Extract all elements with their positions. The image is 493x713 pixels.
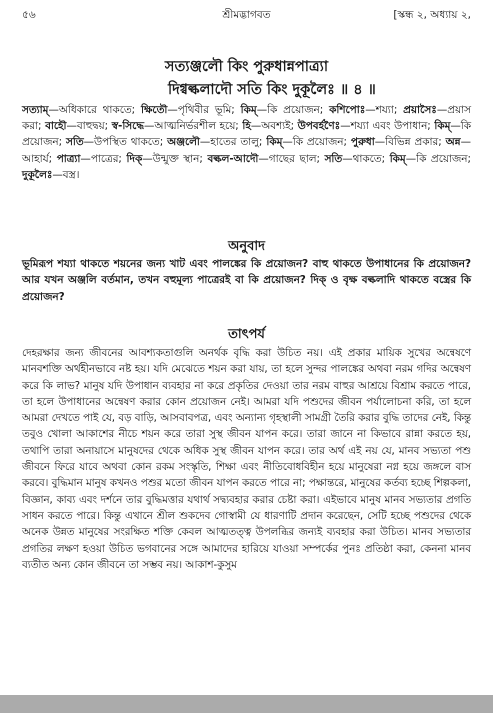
synonym-meaning: —কি প্রয়োজন; <box>282 136 351 149</box>
verse-line-1: সত্যঞ্জলৌ কিং পুরুধান্নপাত্র্যা <box>164 58 329 75</box>
synonym-term: দুকূলৈঃ <box>22 168 53 181</box>
synonym-term: দিক্ <box>126 152 143 165</box>
synonym-term: কশিপোঃ <box>329 104 366 116</box>
synonym-meaning: —বস্ত্র। <box>52 168 80 181</box>
translation-heading: অনুবাদ <box>228 239 265 254</box>
synonym-term: বল্কল-আদৌ <box>207 152 259 165</box>
synonym-meaning: —আত্মনির্ভরশীল হয়ে; <box>143 120 243 133</box>
purport-heading: তাৎপর্য <box>228 327 265 342</box>
synonym-term: স্ব-সিদ্ধে <box>111 120 144 133</box>
synonym-term: পাত্র্যা <box>56 152 81 165</box>
synonym-term: হি <box>242 120 251 133</box>
translation-text: ভূমিরূপ শয্যা থাকতে শয়নের জন্য খাট এবং পালঙ্কের কি প্রয়োজন? বাহু থাকতে উপাধানের কি প্রয়োজন? আর যখন অঞ্জলি বর্তমান, তখন বহুমূল্য পাত্রেরই বা কি প্রয়োজন? দিক্ ও বৃক্ষ বল্কলাদি থাকতে বস্ত্রের কি প্রয়োজন? <box>22 258 471 303</box>
synonym-term: পুরুধা <box>350 136 375 149</box>
synonym-term: সতি <box>324 152 343 165</box>
chapter-reference: [স্কন্ধ ২, অধ্যায় ২, <box>393 9 471 21</box>
synonym-term: উপবর্হণৈঃ <box>297 120 341 133</box>
synonym-meaning: —উন্মুক্ত স্থান; <box>142 152 208 165</box>
synonym-meaning: —কি প্রয়োজন; <box>256 104 330 116</box>
synonym-meaning: —থাকতে; <box>342 152 390 165</box>
synonym-meaning: —শয্যা; <box>365 104 404 116</box>
page-header <box>22 8 471 24</box>
synonym-meaning: —প্রয়াস করা; <box>22 104 471 133</box>
verse-line-2: দিগ্বল্কলাদৌ সতি কিং দুকূলৈঃ ॥ ৪ ॥ <box>168 81 376 98</box>
synonym-term: সত্যাম্ <box>22 104 49 116</box>
synonym-meaning: —পৃথিবীর ভূমি; <box>167 104 241 116</box>
purport-text: দেহরক্ষার জন্য জীবনের আবশ্যকতাগুলি অনর্থক বৃদ্ধি করা উচিত নয়। এই প্রকার মায়িক সুখের অন্বেষণে মানবশক্তি অর্থহীনভাবে নষ্ট হয়। যদি মেঝেতে শয়ন করা যায়, তা হলে সুন্দর পালঙ্কের অথবা নরম গদির অন্বেষণ করে কি লাভ? মানুষ যদি উপাধান ব্যবহার না করে প্রকৃতির দেওয়া তার নরম বাহুর আশ্রয়ে বিশ্রাম করতে পারে, তা হলে উপাধানের অন্বেষণ করার কোন প্রয়োজন নেই। আমরা যদি পশুদের জীবন পর্যালোচনা করি, তা হলে আমরা দেখতে পাই যে, বড় বাড়ি, আসবাবপত্র, এবং অন্যান্য গৃহস্থালী সামগ্রী তৈরি করার বুদ্ধি তাদের নেই, কিন্তু তবুও খোলা আকাশের নীচে শয়ন করে তারা সুস্থ জীবন যাপন করে। তারা জানে না কিভাবে রান্না করতে হয়, তথাপি তারা অনায়াসে মানুষদের থেকে অধিক সুস্থ জীবন যাপন করে। তার অর্থ এই নয় যে, মানব সভ্যতা পশু জীবনে ফিরে যাবে অথবা কোন রকম সংস্কৃতি, শিক্ষা এবং নীতিবোধবিহীন হয়ে মানুষেরা নগ্ন হয়ে জঙ্গলে বাস করবে। বুদ্ধিমান মানুষ কখনও পশুর মতো জীবন যাপন করতে পারে না; পক্ষান্তরে, মানুষের কর্তব্য হচ্ছে শিল্পকলা, বিজ্ঞান, কাব্য এবং দর্শনে তার বুদ্ধিমত্তার যথার্থ সদ্ব্যবহার করার চেষ্টা করা। এইভাবে মানুষ মানব সভ্যতার প্রগতি সাধন করতে পারে। কিন্তু এখানে শ্রীল শুকদেব গোস্বামী যে ধারণাটি প্রদান করেছেন, সেটি হচ্ছে পশুদের থেকে অনেক উন্নত মানুষের সংরক্ষিত শক্তি কেবল আত্মতত্ত্ব উপলব্ধির জন্যই ব্যবহার করা উচিত। মানব সভ্যতার প্রগতির লক্ষণ হওয়া উচিত ভগবানের সঙ্গে আমাদের হারিয়ে যাওয়া সম্পর্কের পুনঃ প্রতিষ্ঠা করা, কেননা মানব ব্যতীত অন্য কোন জীবনে তা সম্ভব নয়। আকাশ-কুসুম <box>22 347 471 571</box>
synonym-meaning: —গাছের ছাল; <box>258 152 325 165</box>
synonym-meaning: —আহার্য; <box>22 136 471 165</box>
synonym-term: ক্ষিতৌ <box>141 104 168 116</box>
synonym-meaning: —উপস্থিত থাকতে; <box>83 136 168 149</box>
bottom-gray-bar <box>0 695 493 713</box>
page-number: ৫৬ <box>22 9 36 21</box>
synonym-term: কিম্ <box>434 120 451 133</box>
synonym-meaning: —কি প্রয়োজন; <box>22 120 471 149</box>
synonym-meaning: —অবশ্যই; <box>250 120 298 133</box>
synonym-term: অন্ন <box>445 136 461 149</box>
synonym-term: অঞ্জলৌ <box>167 136 200 149</box>
synonym-meaning: —শয্যা এবং উপাধান; <box>340 120 435 133</box>
synonym-term: কিম্ <box>266 136 283 149</box>
synonym-meaning: —কি প্রয়োজন; <box>405 152 471 165</box>
synonyms-paragraph <box>22 102 471 183</box>
synonym-meaning: —হাতের তালু; <box>199 136 267 149</box>
synonym-meaning: —বিভিন্ন প্রকার; <box>374 136 446 149</box>
synonym-meaning: —অধিকারে থাকতে; <box>48 104 142 116</box>
synonym-meaning: —পাত্রের; <box>80 152 127 165</box>
synonym-term: কিম্ <box>389 152 406 165</box>
synonym-term: বাহৌ <box>45 120 67 133</box>
synonym-meaning: —বাহুদ্বয়; <box>66 120 112 133</box>
synonym-term: সতি <box>65 136 84 149</box>
synonym-term: প্রয়াসৈঃ <box>403 104 437 116</box>
synonym-term: কিম্ <box>240 104 257 116</box>
book-title: শ্রীমদ্ভাগবত <box>222 9 271 21</box>
